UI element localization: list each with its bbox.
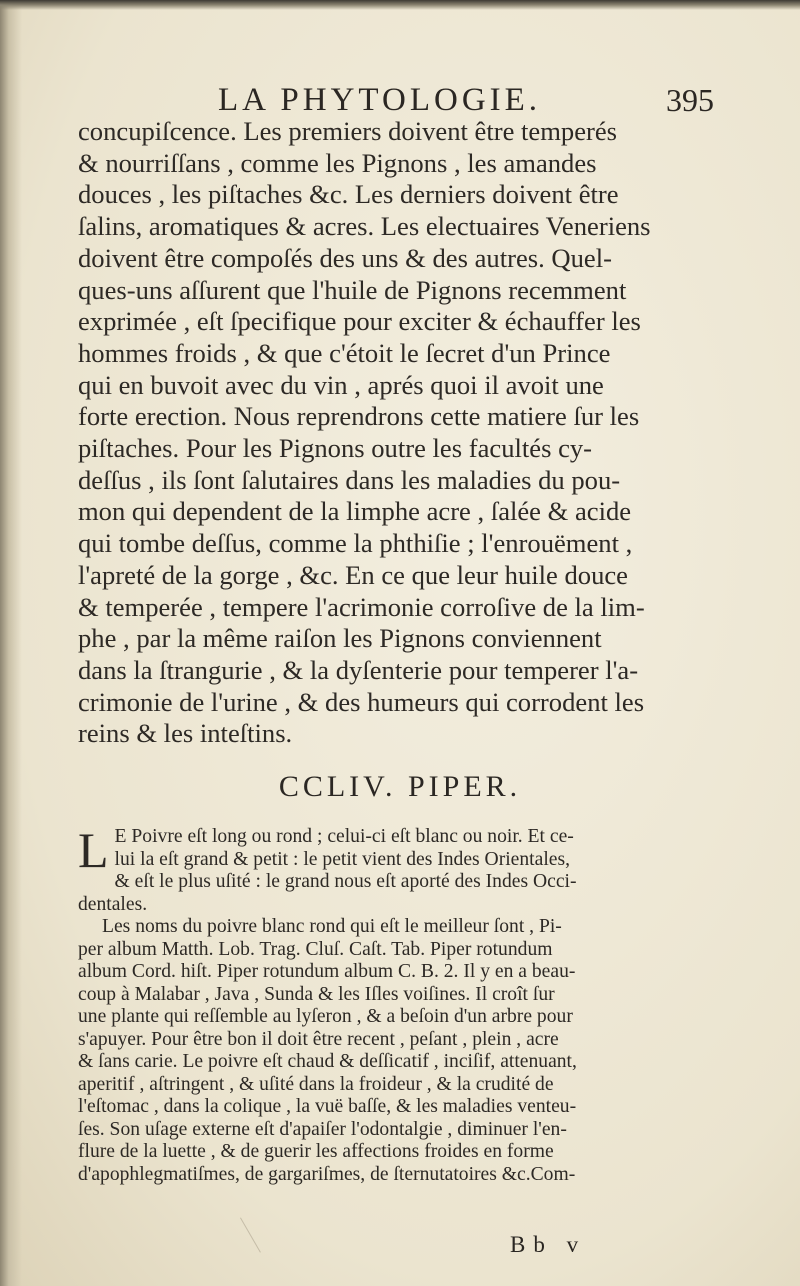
text-line: concupiſcence. Les premiers doivent être temperés — [78, 116, 618, 146]
text-line: ſalins, aromatiques & acres. Les electuaires Veneriens — [78, 211, 651, 242]
text-line: hommes froids , & que c'étoit le ſecret d'un Prince — [78, 337, 611, 368]
text-line: douces , les piſtaches &c. Les derniers doivent être — [78, 179, 619, 210]
entry-line: & ſans carie. Le poivre eſt chaud & deſſicatif , inciſif, attenuant, — [78, 1051, 577, 1072]
entry-line: l'eſtomac , dans la colique , la vuë baſſe, & les maladies venteu- — [78, 1096, 577, 1117]
entry-line: Les noms du poivre blanc rond qui eſt le meilleur ſont , Pi- — [102, 916, 562, 937]
entry-line: une plante qui reſſemble au lyſeron , & a beſoin d'un arbre pour — [78, 1006, 573, 1027]
entry-line: ſes. Son uſage externe eſt d'apaiſer l'odontalgie , diminuer l'en- — [78, 1118, 567, 1140]
text-line: phe , par la même raiſon les Pignons conviennent — [78, 623, 602, 654]
text-line: qui en buvoit avec du vin , aprés quoi il avoit une — [78, 369, 604, 400]
text-line: & nourriſſans , comme les Pignons , les amandes — [78, 147, 597, 178]
text-line: ques-uns aſſurent que l'huile de Pignons recemment — [78, 274, 627, 305]
signature-mark: Bb v — [510, 1232, 587, 1257]
section-heading: CCLIV. PIPER. — [278, 770, 522, 803]
text-line: & temperée , tempere l'acrimonie corroſive de la lim- — [78, 591, 645, 622]
entry-line: per album Matth. Lob. Trag. Cluſ. Caſt. Tab. Piper rotundum — [78, 938, 553, 960]
entry-line: d'apophlegmatiſmes, de gargariſmes, de ſternutatoires &c.Com- — [78, 1163, 576, 1185]
page-number: 395 — [666, 82, 714, 118]
entry-line: aperitif , aſtringent , & uſité dans la froideur , & la crudité de — [78, 1073, 554, 1095]
text-line: crimonie de l'urine , & des humeurs qui corrodent les — [78, 686, 645, 717]
entry-line: dentales. — [78, 893, 148, 915]
entry-line: album Cord. hiſt. Piper rotundum album C. B. 2. Il y en a beau- — [78, 961, 576, 982]
entry-line: & eſt le plus uſité : le grand nous eſt aporté des Indes Occi- — [114, 871, 577, 892]
text-line: qui tombe deſſus, comme la phthiſie ; l'enrouëment , — [78, 528, 633, 559]
text-line: l'apreté de la gorge , &c. En ce que leur huile douce — [78, 559, 628, 590]
text-line: exprimée , eſt ſpecifique pour exciter & échauffer les — [78, 306, 641, 337]
entry-line: E Poivre eſt long ou rond ; celui-ci eſt blanc ou noir. Et ce- — [114, 826, 574, 847]
entry-line: coup à Malabar , Java , Sunda & les Iſles voiſines. Il croît ſur — [78, 983, 555, 1005]
text-line: deſſus , ils ſont ſalutaires dans les maladies du pou- — [78, 464, 621, 495]
page-top-edge — [0, 0, 800, 10]
entry-line: lui la eſt grand & petit : le petit vient des Indes Orientales, — [114, 848, 570, 870]
dropcap: L — [78, 822, 109, 878]
running-title: LA PHYTOLOGIE. — [218, 82, 542, 118]
text-line: piſtaches. Pour les Pignons outre les facultés cy- — [78, 433, 593, 464]
entry-line: flure de la luette , & de guerir les affections froides en forme — [78, 1141, 554, 1162]
text-line: dans la ſtrangurie , & la dyſenterie pour temperer l'a- — [78, 654, 639, 685]
piper-entry — [78, 822, 698, 1186]
entry-line: s'apuyer. Pour être bon il doit être recent , peſant , plein , acre — [78, 1028, 559, 1050]
text-line: forte erection. Nous reprendrons cette matiere ſur les — [78, 401, 640, 432]
text-line: mon qui dependent de la limphe acre , ſalée & acide — [78, 496, 632, 527]
text-line: reins & les inteſtins. — [78, 718, 293, 749]
paper-crease — [240, 1188, 313, 1253]
gutter-shadow — [0, 0, 22, 1286]
text-line: doivent être compoſés des uns & des autres. Quel- — [78, 242, 612, 273]
body-text — [78, 116, 698, 750]
